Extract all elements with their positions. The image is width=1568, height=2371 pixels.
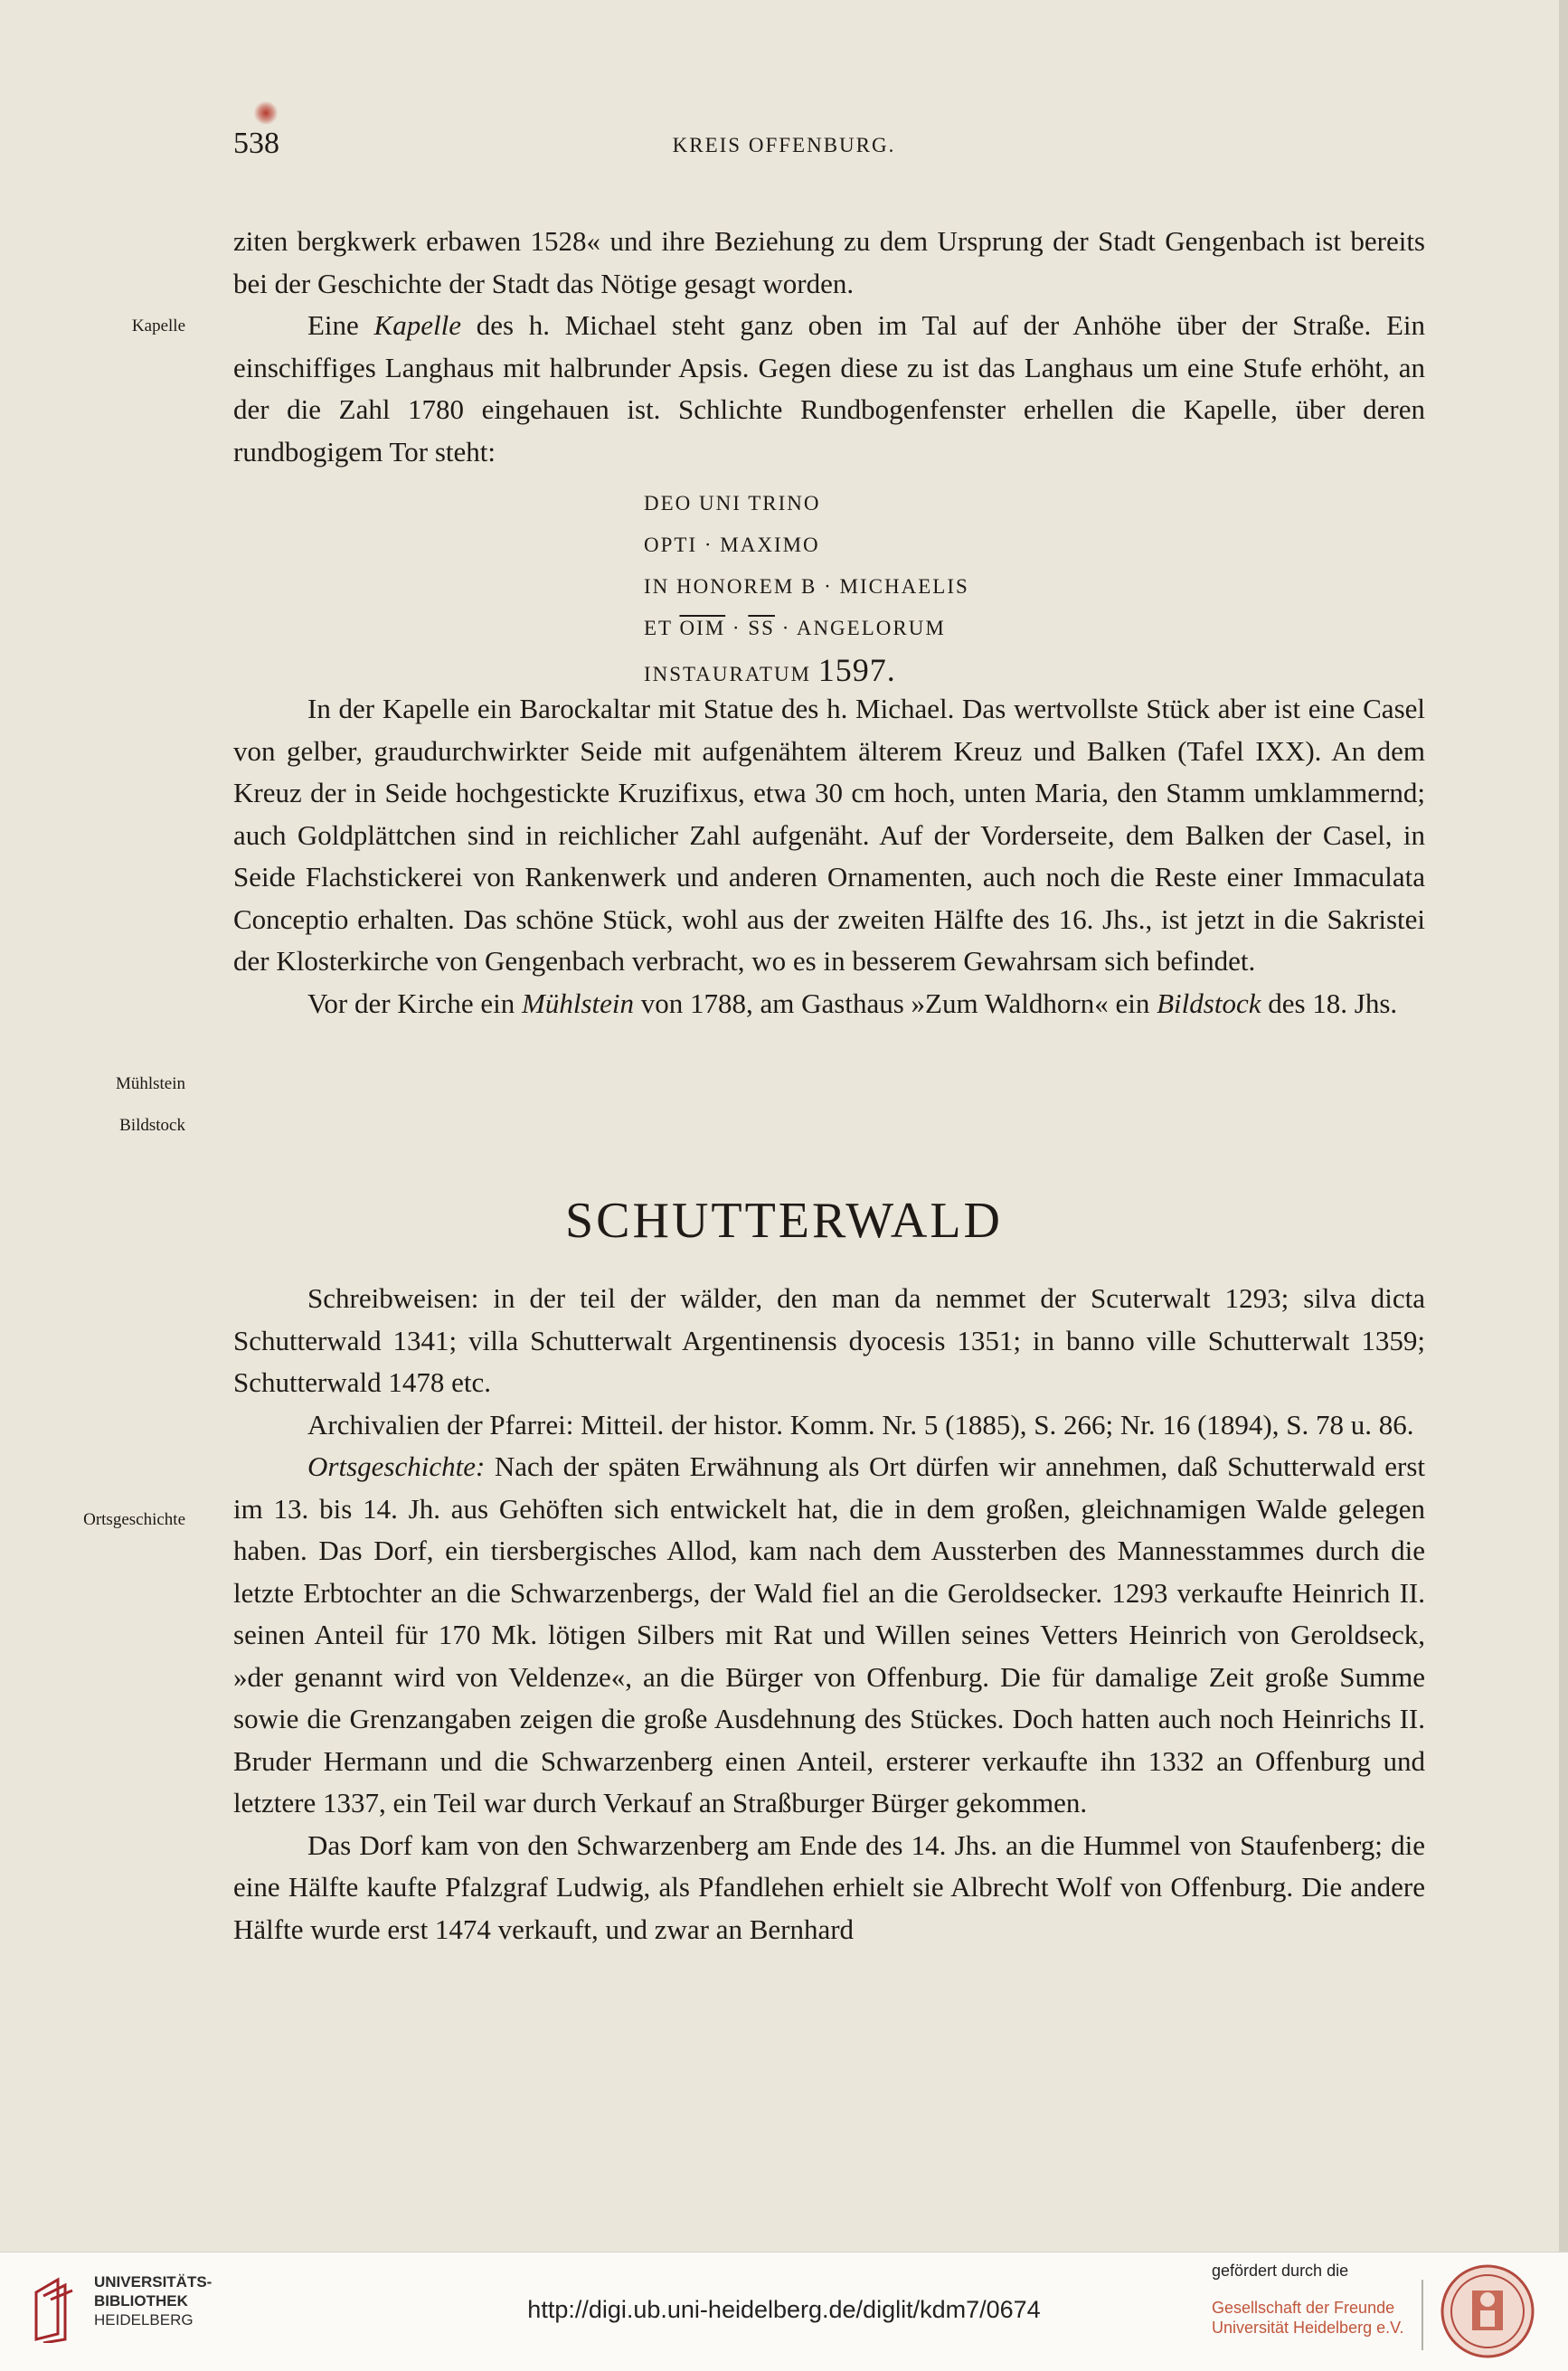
sponsor-intro: gefördert durch die bbox=[1212, 2262, 1349, 2280]
paragraph: In der Kapelle ein Barockaltar mit Statue des h. Michael. Das wertvollste Stück aber ist eine Casel von gelber, graudurchwirkter Seide mit aufgenähtem älterem Kreuz und Balken (Tafel IXX). An dem Kreuz der in Seide hochgestickte Kruzifixus, etwa 30 cm hoch, unten Maria, den Stamm umklammernd; auch Goldplättchen sind in reichlicher Zahl aufgenäht. Auf der Vorderseite, dem Balken der Casel, in Seide Flachstickerei von Rankenwerk und anderen Ornamenten, auch noch die Reste einer Immaculata Conceptio erhalten. Das schöne Stück, wohl aus der zweiten Hälfte des 16. Jhs., ist jetzt in die Sakristei der Klosterkirche von Gengenbach verbracht, wo es in besserem Gewahrsam sich befindet. bbox=[233, 693, 1425, 977]
page-number: 538 bbox=[233, 127, 279, 160]
text-block-3 bbox=[233, 1278, 1425, 1951]
text-run: Nach der späten Erwähnung als Ort dürfen wir annehmen, daß Schutterwald erst im 13. bis 14. Jh. aus Gehöften sich entwickelt hat, die in dem großen, gleichnamigen Walde gelegen haben. Das Dorf, ein tiersbergisches Allod, kam nach dem Aussterben des Mannesstammes durch die letzte Erbtochter an die Schwarzenbergs, der Wald fiel an die Geroldsecker. 1293 verkaufte Heinrich II. seinen Anteil für 170 Mk. lötigen Silbers mit Rat und Willen seines Vetters Heinrich von Geroldseck, »der genannt wird von Veldenze«, an die Bürger von Offenburg. Die für damalige Zeit große Summe sowie die Grenzangaben zeigen die große Ausdehnung des Stückes. Doch hatten auch noch Heinrichs II. Bruder Hermann und die Schwarzenberg einen Anteil, ersterer verkaufte ihn 1332 an Offenburg und letztere 1337, ein Teil war durch Verkauf an Straßburger Bürger gekommen. bbox=[233, 1450, 1425, 1818]
paragraph: ziten bergkwerk erbawen 1528« und ihre Beziehung zu dem Ursprung der Stadt Gengenbach ist bereits bei der Geschichte der Stadt das Nötige gesagt worden. bbox=[233, 225, 1425, 299]
library-name-line: BIBLIOTHEK bbox=[94, 2292, 188, 2310]
margin-note-bildstock: Bildstock bbox=[119, 1116, 185, 1135]
inscription-line: IN HONOREM B · MICHAELIS bbox=[644, 575, 969, 598]
library-name-line: HEIDELBERG bbox=[94, 2311, 194, 2328]
text-run: des 18. Jhs. bbox=[1261, 987, 1398, 1019]
paragraph: Schreibweisen: in der teil der wälder, den man da nemmet der Scuterwalt 1293; silva dicta Schutterwald 1341; villa Schutterwalt Argentinensis dyocesis 1351; in banno ville Schutterwalt 1359; Schutterwald 1478 etc. bbox=[233, 1282, 1425, 1398]
text-run: von 1788, am Gasthaus »Zum Waldhorn« ein bbox=[634, 987, 1157, 1019]
inscription-line: OPTI · MAXIMO bbox=[644, 534, 820, 556]
running-title: KREIS OFFENBURG. bbox=[672, 134, 896, 156]
library-name-line: UNIVERSITÄTS- bbox=[94, 2273, 213, 2291]
sponsor-name[interactable] bbox=[1212, 2298, 1403, 2338]
ink-stain bbox=[253, 101, 279, 125]
page-edge bbox=[1559, 0, 1568, 2252]
margin-note-muehlstein: Mühlstein bbox=[115, 1074, 185, 1093]
term-kapelle: Kapelle bbox=[373, 309, 461, 341]
text-run: · ANGELORUM bbox=[774, 617, 946, 639]
divider bbox=[1422, 2280, 1423, 2350]
text-run: Eine bbox=[307, 309, 374, 341]
margin-note-kapelle: Kapelle bbox=[131, 316, 185, 335]
inscription-year: 1597. bbox=[817, 652, 896, 688]
text-block-2 bbox=[233, 688, 1425, 1025]
digital-object-link[interactable]: http://digi.ub.uni-heidelberg.de/diglit/kdm7/0674 bbox=[527, 2296, 1041, 2323]
text-run: · bbox=[725, 617, 749, 639]
paragraph-ortsgeschichte bbox=[233, 1446, 1425, 1825]
paragraph: Das Dorf kam von den Schwarzenberg am Ende des 14. Jhs. an die Hummel von Staufenberg; die eine Hälfte kaufte Pfalzgraf Ludwig, als Pfandlehen erhielt sie Albrecht Wolf von Offenburg. Die andere Hälfte wurde erst 1474 verkauft, und zwar an Bernhard bbox=[233, 1828, 1425, 1945]
abbreviation: $\overline{OIM}$ bbox=[679, 617, 726, 639]
university-seal-icon bbox=[1440, 2263, 1535, 2359]
margin-note-ortsgeschichte: Ortsgeschichte bbox=[83, 1510, 185, 1529]
text-block-1 bbox=[233, 221, 1425, 473]
term-ortsgeschichte: Ortsgeschichte: bbox=[307, 1450, 486, 1482]
abbreviation: $\overline{SS}$ bbox=[748, 617, 775, 639]
inscription-line bbox=[644, 608, 969, 649]
text-run: Vor der Kirche ein bbox=[307, 987, 523, 1019]
paragraph-kapelle bbox=[233, 305, 1425, 473]
sponsor-name-line: Universität Heidelberg e.V. bbox=[1212, 2319, 1404, 2337]
text-run: des h. Michael steht ganz oben im Tal auf der Anhöhe über der Straße. Ein einschiffiges Langhaus mit halbrunder Apsis. Gegen diese zu ist das Langhaus um eine Stufe erhöht, an der die Zahl 1780 eingehauen ist. Schlichte Rundbogenfenster erhellen die Kapelle, über deren rundbogigem Tor steht: bbox=[233, 309, 1425, 468]
text-run: INSTAURATUM bbox=[644, 663, 818, 685]
footer-bar bbox=[0, 2252, 1568, 2371]
term-muehlstein: Mühlstein bbox=[522, 987, 635, 1019]
paragraph-muehlstein bbox=[233, 983, 1425, 1025]
sponsor-name-line: Gesellschaft der Freunde bbox=[1212, 2299, 1395, 2317]
paragraph: Archivalien der Pfarrei: Mitteil. der histor. Komm. Nr. 5 (1885), S. 266; Nr. 16 (1894), S. 78 u. 86. bbox=[307, 1408, 1414, 1441]
text-run: ET bbox=[644, 617, 680, 639]
term-bildstock: Bildstock bbox=[1157, 987, 1261, 1019]
inscription-line: DEO UNI TRINO bbox=[644, 492, 821, 515]
inscription bbox=[644, 483, 969, 695]
section-heading: SCHUTTERWALD bbox=[565, 1193, 1003, 1249]
